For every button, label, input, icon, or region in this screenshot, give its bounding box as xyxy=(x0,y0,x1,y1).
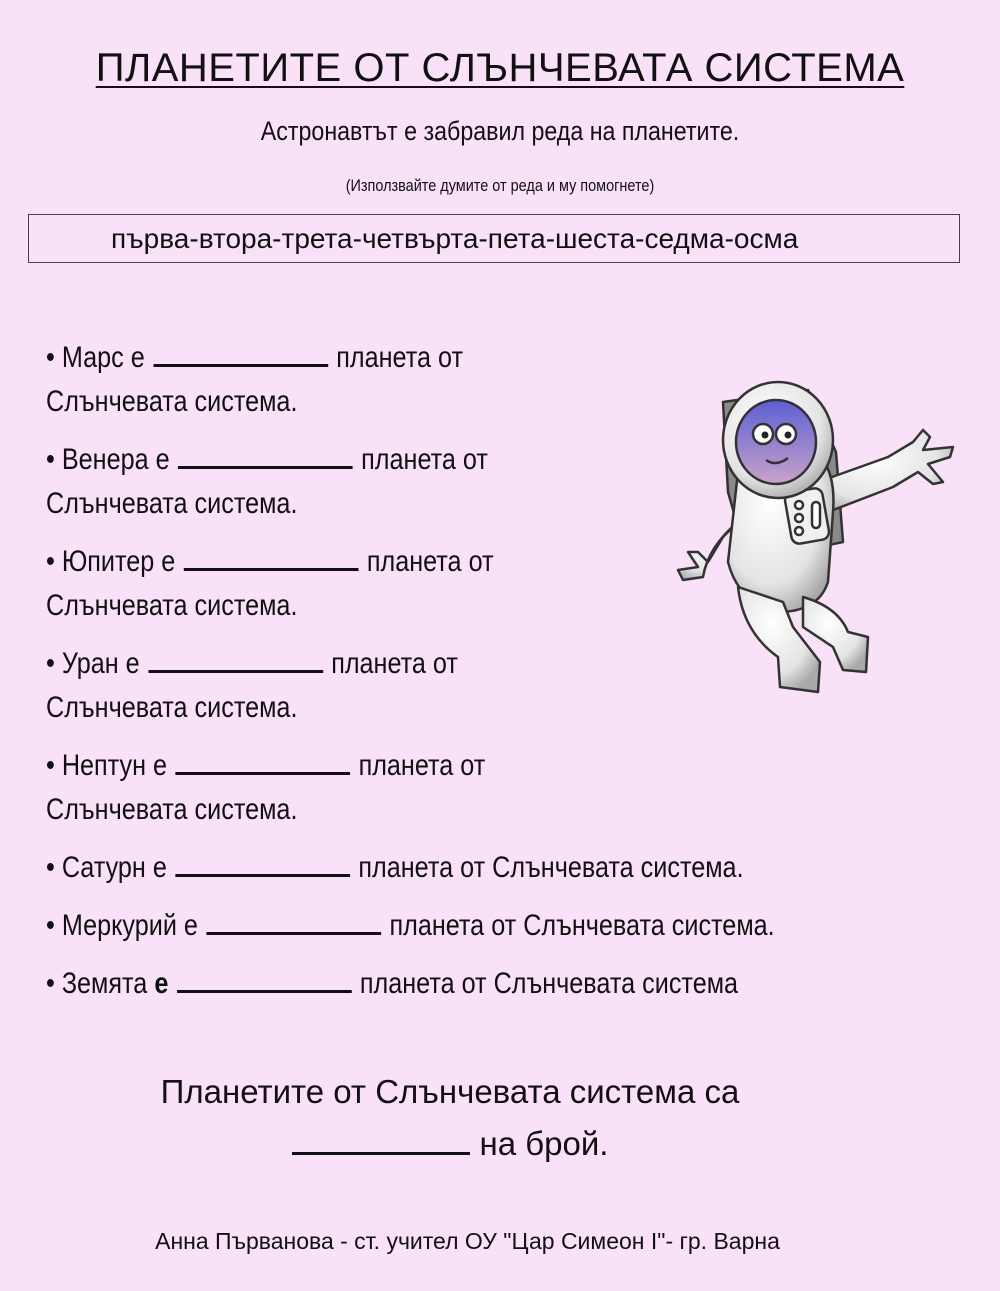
item-bold-verb: е xyxy=(154,967,169,1000)
item-line2: Слънчевата система. xyxy=(46,385,298,418)
item-prefix: • Меркурий е xyxy=(46,909,198,942)
summary-line1: Планетите от Слънчевата система са xyxy=(160,1073,740,1110)
exercise-item-jupiter xyxy=(46,538,735,640)
exercise-item-venus xyxy=(46,436,735,538)
answer-blank[interactable] xyxy=(206,902,381,935)
item-line2: Слънчевата система. xyxy=(46,589,298,622)
answer-blank[interactable] xyxy=(153,334,328,367)
count-answer-blank[interactable] xyxy=(292,1118,470,1155)
item-suffix: планета от xyxy=(366,545,494,578)
item-prefix: • Марс е xyxy=(46,341,145,374)
item-suffix: планета от xyxy=(358,749,486,782)
item-suffix: планета от xyxy=(361,443,488,476)
item-line2: Слънчевата система. xyxy=(46,793,298,826)
answer-blank[interactable] xyxy=(148,640,323,673)
summary-line2-row xyxy=(0,1118,900,1170)
item-prefix: • Уран е xyxy=(46,647,140,680)
astronaut-illustration xyxy=(668,372,968,722)
answer-blank[interactable] xyxy=(175,742,350,775)
exercise-item-uranus xyxy=(46,640,735,742)
answer-blank[interactable] xyxy=(178,436,353,469)
answer-blank[interactable] xyxy=(177,960,352,993)
item-prefix: • Юпитер е xyxy=(46,545,176,578)
item-prefix: • Нептун е xyxy=(46,749,168,782)
item-suffix: планета от xyxy=(336,341,464,374)
exercise-item-saturn xyxy=(46,844,744,902)
page-title: ПЛАНЕТИТЕ ОТ СЛЪНЧЕВАТА СИСТЕМА xyxy=(95,46,905,90)
author-footer: Анна Първанова - ст. учител ОУ "Цар Симеон I"- гр. Варна xyxy=(155,1228,780,1254)
exercise-item-neptune xyxy=(46,742,735,844)
summary-line2: на брой. xyxy=(479,1125,609,1162)
item-prefix: • Земята xyxy=(46,967,148,1000)
answer-blank[interactable] xyxy=(175,844,350,877)
summary-sentence xyxy=(0,1066,900,1170)
item-suffix: планета от Слънчевата система xyxy=(359,967,739,1000)
exercise-item-earth xyxy=(46,960,739,1018)
item-line2: Слънчевата система. xyxy=(46,487,298,520)
item-suffix: планета от Слънчевата система. xyxy=(358,851,744,884)
exercise-item-mercury xyxy=(46,902,775,960)
item-line2: Слънчевата система. xyxy=(46,691,298,724)
item-suffix: планета от xyxy=(331,647,458,680)
item-prefix: • Венера е xyxy=(46,443,170,476)
instruction-hint: (Използвайте думите от реда и му помогнете) xyxy=(345,176,655,195)
item-prefix: • Сатурн е xyxy=(46,851,167,884)
exercise-item-mars xyxy=(46,334,735,436)
answer-blank[interactable] xyxy=(184,538,359,571)
subtitle: Астронавтът е забравил реда на планетите. xyxy=(260,116,740,146)
item-suffix: планета от Слънчевата система. xyxy=(389,909,775,942)
word-bank-box xyxy=(28,214,960,263)
word-bank-text: първа-втора-трета-четвърта-пета-шеста-седма-осма xyxy=(111,223,799,254)
